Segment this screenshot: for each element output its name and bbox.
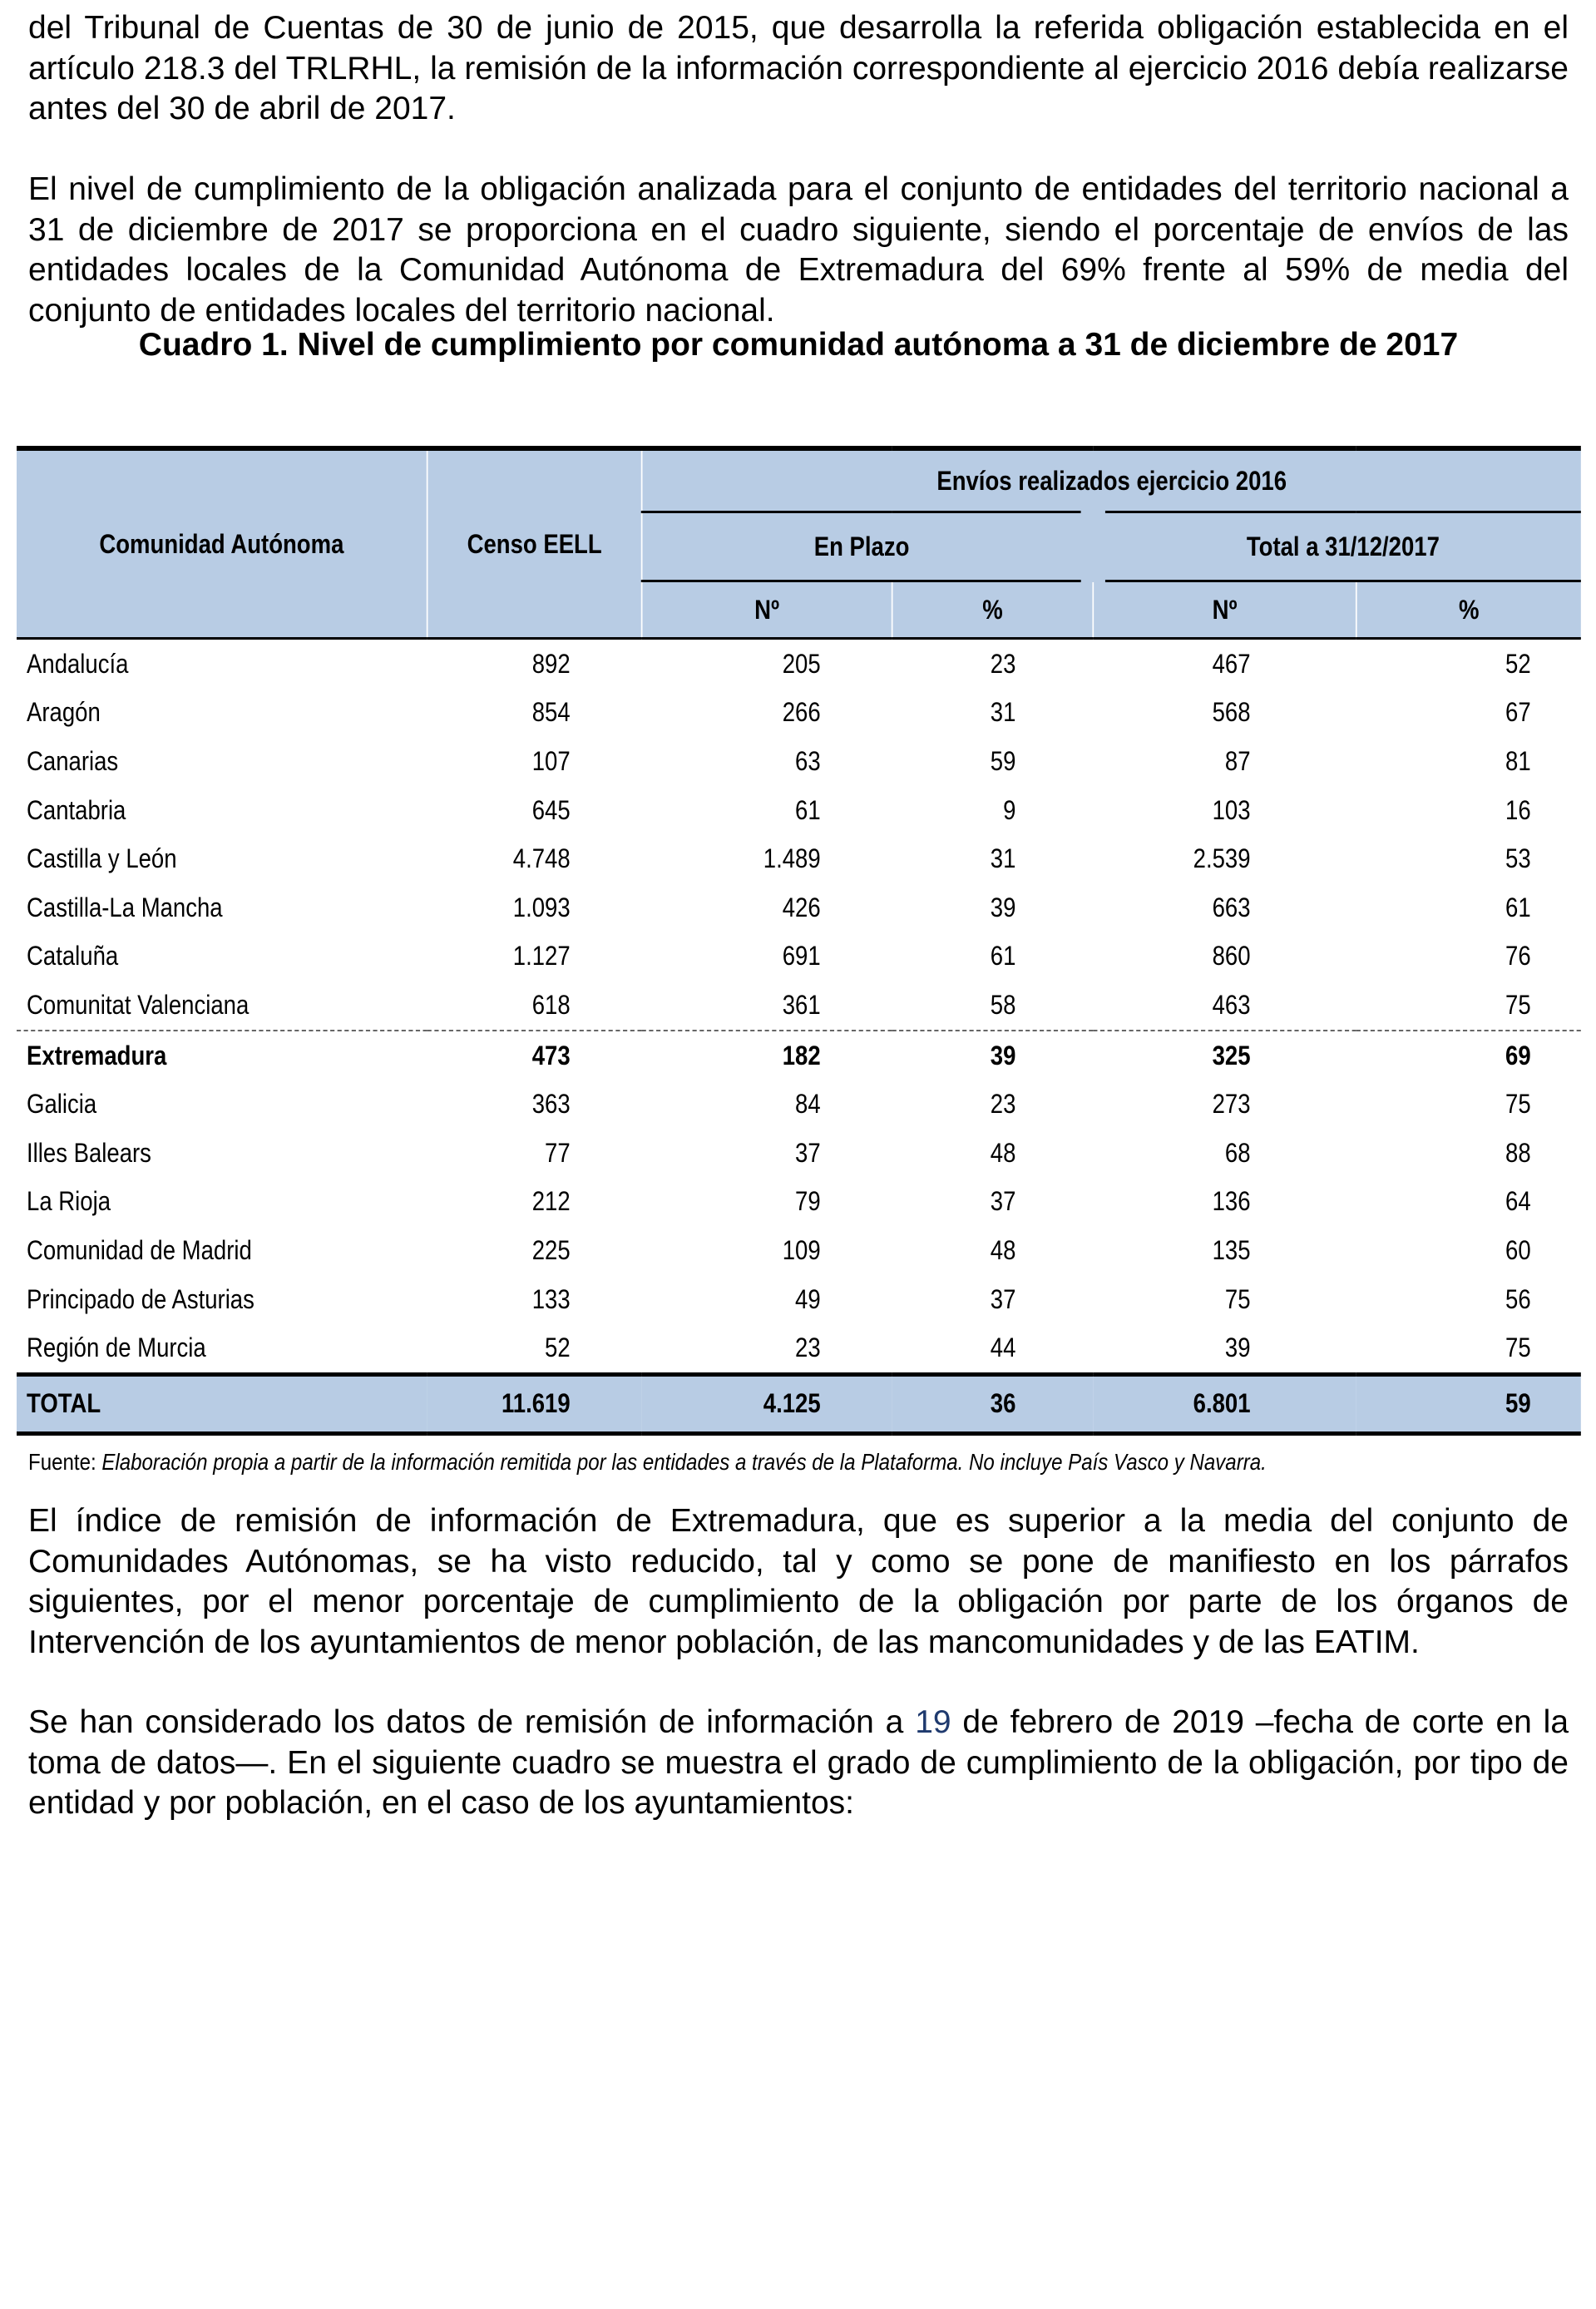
cell-on-time-num: 49 (795, 1283, 821, 1314)
cell-total-num: 103 (1212, 794, 1251, 825)
table-total-row (17, 1374, 1581, 1433)
cell-census: 107 (531, 745, 571, 776)
header-on-time-num: Nº (642, 581, 892, 638)
cell-on-time-pct: 48 (990, 1137, 1016, 1168)
header-total-num: Nº (1093, 581, 1356, 638)
cell-on-time-num: 79 (795, 1186, 821, 1217)
cell-on-time-pct: 9 (1003, 794, 1016, 825)
cell-total-pct: 81 (1505, 745, 1531, 776)
cell-census: 225 (531, 1234, 571, 1265)
cell-total-num: 68 (1224, 1137, 1251, 1168)
cell-census: 473 (427, 1031, 642, 1080)
cell-census: 618 (531, 989, 571, 1020)
cell-census: 133 (531, 1283, 571, 1314)
cell-on-time-pct: 23 (990, 648, 1016, 679)
table-caption: Cuadro 1. Nivel de cumplimiento por comunidad autónoma a 31 de diciembre de 2017 (138, 327, 1459, 363)
cell-total-pct: 16 (1505, 794, 1531, 825)
table-row (17, 786, 1581, 835)
cell-on-time-pct: 44 (990, 1332, 1016, 1363)
header-total-pct: % (1356, 581, 1581, 638)
cell-community: Andalucía (27, 648, 129, 679)
paragraph-intro: del Tribunal de Cuentas de 30 de junio de 2015, que desarrolla la referida obligación establecida en el artículo 218.3 del TRLRHL, la remisión de la información correspondiente al ejercicio 2016 debía realizarse antes del 30 de abril de 2017. (28, 10, 1569, 126)
table-row (17, 834, 1581, 883)
cell-on-time-num: 361 (782, 989, 821, 1020)
cell-total-pct: 76 (1505, 941, 1531, 972)
cell-census: 645 (531, 794, 571, 825)
cell-community: Canarias (27, 745, 119, 776)
cell-on-time-num: 4.125 (642, 1374, 892, 1433)
cell-census: 363 (531, 1089, 571, 1120)
header-group: Envíos realizados ejercicio 2016 (642, 448, 1581, 512)
cell-community: Galicia (27, 1089, 97, 1120)
cell-on-time-num: 63 (795, 745, 821, 776)
cell-on-time-pct: 58 (990, 989, 1016, 1020)
cell-census: 1.127 (512, 941, 571, 972)
cell-on-time-num: 205 (782, 648, 821, 679)
table-row (17, 981, 1581, 1031)
cell-community: Illes Balears (27, 1137, 151, 1168)
table-source-note (28, 1449, 1267, 1476)
table-row (17, 639, 1581, 689)
header-on-time-pct: % (892, 581, 1094, 638)
cell-on-time-num: 37 (795, 1137, 821, 1168)
cell-total-num: 135 (1212, 1234, 1251, 1265)
table-row (17, 1226, 1581, 1275)
cell-total-pct: 69 (1356, 1031, 1581, 1080)
cell-total-pct: 75 (1505, 1089, 1531, 1120)
compliance-table (17, 446, 1581, 1436)
cell-on-time-num: 84 (795, 1089, 821, 1120)
cell-total-num: 6.801 (1093, 1374, 1356, 1433)
cell-total-pct: 53 (1505, 843, 1531, 874)
cell-total-pct: 52 (1505, 648, 1531, 679)
cell-on-time-pct: 59 (990, 745, 1016, 776)
cell-total-pct: 56 (1505, 1283, 1531, 1314)
cell-census: 854 (531, 697, 571, 728)
cell-total-pct: 61 (1505, 892, 1531, 922)
header-total-at: Total a 31/12/2017 (1093, 512, 1581, 581)
cell-census: 212 (531, 1186, 571, 1217)
cell-community: Castilla y León (27, 843, 177, 874)
p4-after: de febrero de 2019 –fecha de corte en la toma de datos—. En el siguiente cuadro se muestra el grado de cumplimiento de la obligación, por tipo de entidad y por población, en el caso de los ayuntamientos: (28, 1704, 1569, 1821)
cell-census: 11.619 (427, 1374, 642, 1433)
cell-total-pct: 75 (1505, 989, 1531, 1020)
table-row (17, 1275, 1581, 1324)
cell-on-time-pct: 37 (990, 1283, 1016, 1314)
cell-total-pct: 75 (1505, 1332, 1531, 1363)
cell-total-num: 325 (1093, 1031, 1356, 1080)
cell-on-time-pct: 39 (990, 892, 1016, 922)
cell-on-time-num: 266 (782, 697, 821, 728)
table-row (17, 1031, 1581, 1080)
cell-community: La Rioja (27, 1186, 111, 1217)
cell-total-num: 273 (1212, 1089, 1251, 1120)
cell-census: 77 (545, 1137, 571, 1168)
cell-community: Castilla-La Mancha (27, 892, 223, 922)
cell-total-num: 663 (1212, 892, 1251, 922)
cell-on-time-num: 23 (795, 1332, 821, 1363)
table-row (17, 1080, 1581, 1129)
table-row (17, 932, 1581, 981)
source-label: Fuente: (28, 1449, 96, 1475)
header-on-time: En Plazo (642, 512, 1094, 581)
table-row (17, 1178, 1581, 1227)
cell-on-time-num: 109 (782, 1234, 821, 1265)
cell-on-time-num: 61 (795, 794, 821, 825)
cell-total-num: 2.539 (1193, 843, 1251, 874)
cell-community: Extremadura (17, 1031, 427, 1080)
cell-total-pct: 59 (1356, 1374, 1581, 1433)
cell-total-num: 39 (1224, 1332, 1251, 1363)
p4-highlight-day: 19 (915, 1704, 951, 1740)
paragraph-extremadura-index: El índice de remisión de información de Extremadura, que es superior a la media del conjunto de Comunidades Autónomas, se ha visto reducido, tal y como se pone de manifiesto en los párrafos siguientes, por el menor porcentaje de cumplimiento de la obligación por parte de los órganos de Intervención de los ayuntamientos de menor población, de las mancomunidades y de las EATIM. (28, 1503, 1569, 1660)
cell-on-time-pct: 39 (892, 1031, 1094, 1080)
cell-community: Comunitat Valenciana (27, 989, 250, 1020)
cell-total-num: 463 (1212, 989, 1251, 1020)
table-row (17, 1129, 1581, 1178)
cell-on-time-pct: 37 (990, 1186, 1016, 1217)
cell-total-num: 568 (1212, 697, 1251, 728)
cell-on-time-pct: 48 (990, 1234, 1016, 1265)
cell-total-num: 87 (1224, 745, 1251, 776)
cell-on-time-num: 1.489 (763, 843, 821, 874)
table-row (17, 737, 1581, 786)
cell-census: 4.748 (512, 843, 571, 874)
cell-on-time-pct: 61 (990, 941, 1016, 972)
table-row (17, 689, 1581, 738)
cell-census: 892 (531, 648, 571, 679)
cell-community: Principado de Asturias (27, 1283, 254, 1314)
cell-total-num: 75 (1224, 1283, 1251, 1314)
cell-community: Cantabria (27, 794, 126, 825)
cell-total-pct: 88 (1505, 1137, 1531, 1168)
table-row (17, 1323, 1581, 1374)
paragraph-compliance-level: El nivel de cumplimiento de la obligación analizada para el conjunto de entidades del territorio nacional a 31 de diciembre de 2017 se proporciona en el cuadro siguiente, siendo el porcentaje de envíos de las entidades locales de la Comunidad Autónoma de Extremadura del 69% frente al 59% de media del conjunto de entidades locales del territorio nacional. (28, 171, 1569, 329)
p4-before: Se han considerado los datos de remisión de información a (28, 1704, 916, 1740)
cell-on-time-num: 182 (642, 1031, 892, 1080)
table-body (17, 639, 1581, 1434)
cell-on-time-num: 426 (782, 892, 821, 922)
source-text: Elaboración propia a partir de la información remitida por las entidades a través de la Plataforma. No incluye País Vasco y Navarra. (96, 1449, 1267, 1475)
header-census: Censo EELL (427, 448, 642, 637)
cell-community: Aragón (27, 697, 101, 728)
cell-total-pct: 67 (1505, 697, 1531, 728)
cell-census: 52 (545, 1332, 571, 1363)
compliance-table-wrapper (17, 446, 1581, 1436)
cell-total-num: 467 (1212, 648, 1251, 679)
cell-total-num: 860 (1212, 941, 1251, 972)
cell-on-time-pct: 23 (990, 1089, 1016, 1120)
cell-community: TOTAL (17, 1374, 427, 1433)
cell-on-time-pct: 36 (892, 1374, 1094, 1433)
cell-on-time-num: 691 (782, 941, 821, 972)
cell-community: Comunidad de Madrid (27, 1234, 252, 1265)
cell-on-time-pct: 31 (990, 697, 1016, 728)
cell-total-pct: 64 (1505, 1186, 1531, 1217)
cell-total-pct: 60 (1505, 1234, 1531, 1265)
table-row (17, 883, 1581, 932)
header-community: Comunidad Autónoma (17, 448, 427, 637)
cell-community: Cataluña (27, 941, 119, 972)
cell-census: 1.093 (512, 892, 571, 922)
cell-on-time-pct: 31 (990, 843, 1016, 874)
cell-total-num: 136 (1212, 1186, 1251, 1217)
paragraph-data-cutoff (28, 1703, 1569, 1824)
cell-community: Región de Murcia (27, 1332, 206, 1363)
